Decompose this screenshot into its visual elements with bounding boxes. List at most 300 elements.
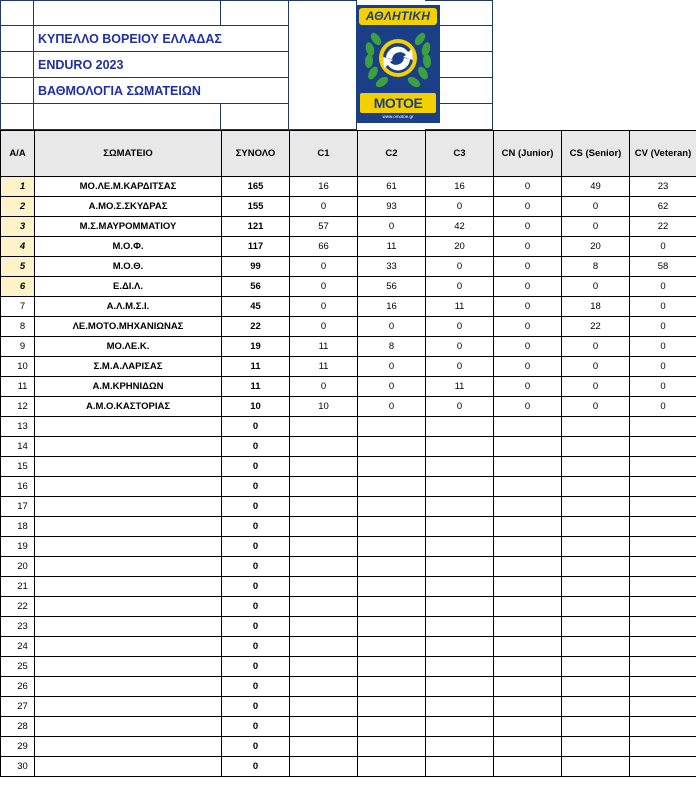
position-cell[interactable]: 1 [1,177,35,197]
total-cell[interactable]: 0 [222,657,290,677]
c2-cell[interactable]: 56 [358,277,426,297]
position-cell[interactable]: 26 [1,677,35,697]
total-cell[interactable]: 0 [222,677,290,697]
cn-junior-cell[interactable] [494,717,562,737]
cv-veteran-cell[interactable] [630,477,696,497]
cs-senior-cell[interactable] [562,477,630,497]
c2-cell[interactable] [358,457,426,477]
cn-junior-cell[interactable]: 0 [494,257,562,277]
c1-cell[interactable] [290,577,358,597]
c3-cell[interactable]: 0 [426,317,494,337]
club-cell[interactable] [35,657,222,677]
cs-senior-cell[interactable]: 22 [562,317,630,337]
club-cell[interactable] [35,477,222,497]
c2-cell[interactable] [358,557,426,577]
cs-senior-cell[interactable]: 49 [562,177,630,197]
table-row [1,277,696,297]
cv-veteran-cell[interactable] [630,437,696,457]
total-cell[interactable]: 45 [222,297,290,317]
c3-cell[interactable] [426,477,494,497]
position-cell[interactable]: 12 [1,397,35,417]
c2-cell[interactable] [358,497,426,517]
c3-cell[interactable] [426,617,494,637]
position-cell[interactable]: 14 [1,437,35,457]
cv-veteran-cell[interactable]: 0 [630,277,696,297]
c2-cell[interactable] [358,477,426,497]
cs-senior-cell[interactable] [562,517,630,537]
c1-cell[interactable] [290,717,358,737]
position-cell[interactable]: 17 [1,497,35,517]
club-cell[interactable] [35,697,222,717]
cv-veteran-cell[interactable]: 0 [630,357,696,377]
c2-cell[interactable]: 0 [358,217,426,237]
position-cell[interactable]: 19 [1,537,35,557]
cn-junior-cell[interactable] [494,517,562,537]
c1-cell[interactable]: 0 [290,257,358,277]
club-cell[interactable]: Σ.Μ.Α.ΛΑΡΙΣΑΣ [35,357,222,377]
c3-cell[interactable] [426,697,494,717]
table-row [1,577,696,597]
c3-cell[interactable] [426,757,494,777]
c3-cell[interactable] [426,657,494,677]
c1-cell[interactable]: 0 [290,277,358,297]
total-cell[interactable]: 19 [222,337,290,357]
column-header: CV (Veteran) [630,131,696,177]
c3-cell[interactable]: 11 [426,297,494,317]
cv-veteran-cell[interactable]: 0 [630,397,696,417]
cs-senior-cell[interactable]: 0 [562,357,630,377]
cv-veteran-cell[interactable] [630,757,696,777]
position-cell[interactable]: 2 [1,197,35,217]
club-cell[interactable] [35,597,222,617]
cv-veteran-cell[interactable]: 0 [630,237,696,257]
cn-junior-cell[interactable] [494,597,562,617]
cv-veteran-cell[interactable] [630,617,696,637]
club-cell[interactable]: Α.Λ.Μ.Σ.Ι. [35,297,222,317]
c1-cell[interactable] [290,437,358,457]
c1-cell[interactable] [290,677,358,697]
c1-cell[interactable]: 0 [290,297,358,317]
cv-veteran-cell[interactable] [630,657,696,677]
cn-junior-cell[interactable] [494,737,562,757]
c3-cell[interactable]: 0 [426,277,494,297]
cs-senior-cell[interactable] [562,497,630,517]
total-cell[interactable]: 10 [222,397,290,417]
cs-senior-cell[interactable]: 18 [562,297,630,317]
c2-cell[interactable]: 33 [358,257,426,277]
total-cell[interactable]: 0 [222,617,290,637]
cn-junior-cell[interactable] [494,537,562,557]
c2-cell[interactable] [358,617,426,637]
cs-senior-cell[interactable] [562,537,630,557]
table-row [1,357,696,377]
club-cell[interactable] [35,557,222,577]
table-row [1,397,696,417]
cn-junior-cell[interactable]: 0 [494,197,562,217]
cv-veteran-cell[interactable] [630,517,696,537]
cs-senior-cell[interactable] [562,697,630,717]
cv-veteran-cell[interactable] [630,697,696,717]
total-cell[interactable]: 0 [222,537,290,557]
total-cell[interactable]: 117 [222,237,290,257]
header-cell [34,104,221,130]
cn-junior-cell[interactable]: 0 [494,397,562,417]
c1-cell[interactable] [290,737,358,757]
column-header: ΣΩΜΑΤΕΙΟ [35,131,222,177]
table-row [1,217,696,237]
c2-cell[interactable]: 8 [358,337,426,357]
cv-veteran-cell[interactable]: 0 [630,317,696,337]
cn-junior-cell[interactable]: 0 [494,177,562,197]
cn-junior-cell[interactable] [494,417,562,437]
c3-cell[interactable]: 0 [426,257,494,277]
logo-banner-text: ΑΘΛΗΤΙΚΗ [365,9,431,23]
c1-cell[interactable] [290,597,358,617]
cs-senior-cell[interactable]: 8 [562,257,630,277]
c1-cell[interactable] [290,657,358,677]
total-cell[interactable]: 0 [222,477,290,497]
cs-senior-cell[interactable] [562,757,630,777]
c1-cell[interactable] [290,557,358,577]
table-row [1,317,696,337]
cn-junior-cell[interactable]: 0 [494,237,562,257]
c3-cell[interactable]: 16 [426,177,494,197]
c2-cell[interactable] [358,657,426,677]
c2-cell[interactable]: 93 [358,197,426,217]
cv-veteran-cell[interactable]: 58 [630,257,696,277]
c2-cell[interactable] [358,417,426,437]
cn-junior-cell[interactable]: 0 [494,217,562,237]
position-cell[interactable]: 30 [1,757,35,777]
cs-senior-cell[interactable]: 0 [562,197,630,217]
cv-veteran-cell[interactable] [630,677,696,697]
position-cell[interactable]: 27 [1,697,35,717]
club-cell[interactable]: Α.ΜΟ.Σ.ΣΚΥΔΡΑΣ [35,197,222,217]
position-cell[interactable]: 16 [1,477,35,497]
wreath-emblem-icon [356,25,440,93]
c3-cell[interactable]: 11 [426,377,494,397]
cs-senior-cell[interactable] [562,617,630,637]
c1-cell[interactable]: 0 [290,197,358,217]
c2-cell[interactable] [358,517,426,537]
cv-veteran-cell[interactable] [630,597,696,617]
c3-cell[interactable] [426,517,494,537]
club-cell[interactable]: Μ.Σ.ΜΑΥΡΟΜΜΑΤΙΟΥ [35,217,222,237]
c2-cell[interactable]: 0 [358,357,426,377]
c1-cell[interactable] [290,477,358,497]
cs-senior-cell[interactable] [562,597,630,617]
position-cell[interactable]: 28 [1,717,35,737]
cv-veteran-cell[interactable] [630,497,696,517]
total-cell[interactable]: 0 [222,737,290,757]
c3-cell[interactable] [426,557,494,577]
c2-cell[interactable] [358,717,426,737]
header-cell [0,52,34,78]
cs-senior-cell[interactable] [562,637,630,657]
total-cell[interactable]: 0 [222,717,290,737]
position-cell[interactable]: 4 [1,237,35,257]
table-row [1,757,696,777]
c1-cell[interactable]: 11 [290,357,358,377]
club-cell[interactable]: Α.Μ.Ο.ΚΑΣΤΟΡΙΑΣ [35,397,222,417]
c2-cell[interactable] [358,737,426,757]
standings-body [1,177,696,777]
c2-cell[interactable]: 0 [358,317,426,337]
club-cell[interactable] [35,737,222,757]
table-row [1,657,696,677]
cn-junior-cell[interactable] [494,757,562,777]
table-row [1,617,696,637]
position-cell[interactable]: 24 [1,637,35,657]
c2-cell[interactable]: 16 [358,297,426,317]
club-cell[interactable] [35,717,222,737]
c3-cell[interactable] [426,637,494,657]
c3-cell[interactable]: 0 [426,337,494,357]
cv-veteran-cell[interactable] [630,537,696,557]
position-cell[interactable]: 3 [1,217,35,237]
total-cell[interactable]: 11 [222,357,290,377]
c3-cell[interactable]: 20 [426,237,494,257]
cs-senior-cell[interactable]: 20 [562,237,630,257]
cs-senior-cell[interactable] [562,657,630,677]
table-row [1,637,696,657]
c3-cell[interactable] [426,717,494,737]
c2-cell[interactable] [358,597,426,617]
position-cell[interactable]: 10 [1,357,35,377]
c1-cell[interactable]: 66 [290,237,358,257]
cv-veteran-cell[interactable]: 0 [630,337,696,357]
cs-senior-cell[interactable]: 0 [562,397,630,417]
c3-cell[interactable]: 0 [426,397,494,417]
column-header-row [1,131,696,177]
club-cell[interactable]: Α.Μ.ΚΡΗΝΙΔΩΝ [35,377,222,397]
cn-junior-cell[interactable]: 0 [494,337,562,357]
c2-cell[interactable] [358,637,426,657]
c2-cell[interactable] [358,677,426,697]
c1-cell[interactable] [290,697,358,717]
position-cell[interactable]: 18 [1,517,35,537]
cv-veteran-cell[interactable]: 23 [630,177,696,197]
c2-cell[interactable] [358,757,426,777]
position-cell[interactable]: 6 [1,277,35,297]
total-cell[interactable]: 0 [222,557,290,577]
c2-cell[interactable]: 61 [358,177,426,197]
c1-cell[interactable]: 10 [290,397,358,417]
position-cell[interactable]: 8 [1,317,35,337]
c1-cell[interactable] [290,637,358,657]
cn-junior-cell[interactable] [494,697,562,717]
position-cell[interactable]: 13 [1,417,35,437]
club-cell[interactable] [35,457,222,477]
club-cell[interactable]: Μ.Ο.Θ. [35,257,222,277]
c1-cell[interactable]: 16 [290,177,358,197]
cn-junior-cell[interactable]: 0 [494,297,562,317]
cn-junior-cell[interactable] [494,657,562,677]
cs-senior-cell[interactable] [562,677,630,697]
c1-cell[interactable] [290,497,358,517]
c1-cell[interactable]: 57 [290,217,358,237]
position-cell[interactable]: 15 [1,457,35,477]
c1-cell[interactable] [290,537,358,557]
club-cell[interactable] [35,497,222,517]
total-cell[interactable]: 22 [222,317,290,337]
cs-senior-cell[interactable] [562,737,630,757]
c2-cell[interactable] [358,577,426,597]
cv-veteran-cell[interactable] [630,637,696,657]
cn-junior-cell[interactable]: 0 [494,317,562,337]
c1-cell[interactable] [290,517,358,537]
club-cell[interactable]: ΜΟ.ΛΕ.Κ. [35,337,222,357]
cs-senior-cell[interactable] [562,717,630,737]
position-cell[interactable]: 20 [1,557,35,577]
total-cell[interactable]: 0 [222,637,290,657]
c3-cell[interactable] [426,497,494,517]
c1-cell[interactable] [290,457,358,477]
cn-junior-cell[interactable] [494,557,562,577]
c2-cell[interactable] [358,697,426,717]
total-cell[interactable]: 0 [222,577,290,597]
cn-junior-cell[interactable]: 0 [494,357,562,377]
cn-junior-cell[interactable] [494,477,562,497]
c1-cell[interactable]: 11 [290,337,358,357]
column-header: C1 [290,131,358,177]
c2-cell[interactable]: 11 [358,237,426,257]
cs-senior-cell[interactable] [562,437,630,457]
cs-senior-cell[interactable]: 0 [562,337,630,357]
cn-junior-cell[interactable] [494,457,562,477]
c3-cell[interactable] [426,577,494,597]
total-cell[interactable]: 0 [222,457,290,477]
cn-junior-cell[interactable] [494,637,562,657]
column-header: ΣΥΝΟΛΟ [222,131,290,177]
club-cell[interactable] [35,637,222,657]
total-cell[interactable]: 0 [222,517,290,537]
position-cell[interactable]: 7 [1,297,35,317]
c1-cell[interactable]: 0 [290,377,358,397]
club-cell[interactable]: ΜΟ.ΛΕ.Μ.ΚΑΡΔΙΤΣΑΣ [35,177,222,197]
c1-cell[interactable]: 0 [290,317,358,337]
c3-cell[interactable]: 0 [426,357,494,377]
cn-junior-cell[interactable]: 0 [494,377,562,397]
column-header: CS (Senior) [562,131,630,177]
c3-cell[interactable] [426,457,494,477]
total-cell[interactable]: 0 [222,417,290,437]
c3-cell[interactable] [426,597,494,617]
table-row [1,377,696,397]
table-row [1,697,696,717]
cv-veteran-cell[interactable]: 0 [630,377,696,397]
club-cell[interactable]: Ε.ΔΙ.Λ. [35,277,222,297]
c3-cell[interactable] [426,437,494,457]
cv-veteran-cell[interactable] [630,717,696,737]
total-cell[interactable]: 0 [222,757,290,777]
table-row [1,417,696,437]
cs-senior-cell[interactable]: 0 [562,217,630,237]
total-cell[interactable]: 99 [222,257,290,277]
table-row [1,557,696,577]
cv-veteran-cell[interactable] [630,417,696,437]
c2-cell[interactable] [358,537,426,557]
club-cell[interactable] [35,417,222,437]
c3-cell[interactable] [426,417,494,437]
c3-cell[interactable] [426,537,494,557]
cv-veteran-cell[interactable] [630,557,696,577]
club-cell[interactable] [35,577,222,597]
total-cell[interactable]: 0 [222,597,290,617]
total-cell[interactable]: 11 [222,377,290,397]
cs-senior-cell[interactable]: 0 [562,377,630,397]
c3-cell[interactable]: 42 [426,217,494,237]
position-cell[interactable]: 23 [1,617,35,637]
position-cell[interactable]: 21 [1,577,35,597]
total-cell[interactable]: 165 [222,177,290,197]
c2-cell[interactable] [358,437,426,457]
club-cell[interactable] [35,517,222,537]
cv-veteran-cell[interactable]: 22 [630,217,696,237]
club-cell[interactable] [35,757,222,777]
cn-junior-cell[interactable] [494,577,562,597]
cs-senior-cell[interactable] [562,457,630,477]
position-cell[interactable]: 9 [1,337,35,357]
cn-junior-cell[interactable] [494,617,562,637]
cs-senior-cell[interactable] [562,417,630,437]
c1-cell[interactable] [290,757,358,777]
club-cell[interactable] [35,617,222,637]
cn-junior-cell[interactable] [494,497,562,517]
total-cell[interactable]: 155 [222,197,290,217]
cs-senior-cell[interactable] [562,557,630,577]
club-cell[interactable]: Μ.Ο.Φ. [35,237,222,257]
c3-cell[interactable] [426,677,494,697]
total-cell[interactable]: 0 [222,697,290,717]
cn-junior-cell[interactable] [494,437,562,457]
position-cell[interactable]: 11 [1,377,35,397]
c3-cell[interactable] [426,737,494,757]
club-cell[interactable] [35,537,222,557]
position-cell[interactable]: 5 [1,257,35,277]
column-header: CN (Junior) [494,131,562,177]
table-row [1,457,696,477]
cv-veteran-cell[interactable] [630,737,696,757]
cs-senior-cell[interactable]: 0 [562,277,630,297]
table-row [1,177,696,197]
c1-cell[interactable] [290,417,358,437]
total-cell[interactable]: 56 [222,277,290,297]
position-cell[interactable]: 29 [1,737,35,757]
cv-veteran-cell[interactable] [630,577,696,597]
cv-veteran-cell[interactable]: 62 [630,197,696,217]
cn-junior-cell[interactable] [494,677,562,697]
cs-senior-cell[interactable] [562,577,630,597]
position-cell[interactable]: 25 [1,657,35,677]
cn-junior-cell[interactable]: 0 [494,277,562,297]
club-cell[interactable] [35,677,222,697]
c1-cell[interactable] [290,617,358,637]
total-cell[interactable]: 121 [222,217,290,237]
cv-veteran-cell[interactable] [630,457,696,477]
table-row [1,597,696,617]
c2-cell[interactable]: 0 [358,397,426,417]
position-cell[interactable]: 22 [1,597,35,617]
c3-cell[interactable]: 0 [426,197,494,217]
cv-veteran-cell[interactable]: 0 [630,297,696,317]
table-row [1,237,696,257]
total-cell[interactable]: 0 [222,497,290,517]
total-cell[interactable]: 0 [222,437,290,457]
club-cell[interactable]: ΛΕ.ΜΟΤΟ.ΜΗΧΑΝΙΩΝΑΣ [35,317,222,337]
c2-cell[interactable]: 0 [358,377,426,397]
club-cell[interactable] [35,437,222,457]
